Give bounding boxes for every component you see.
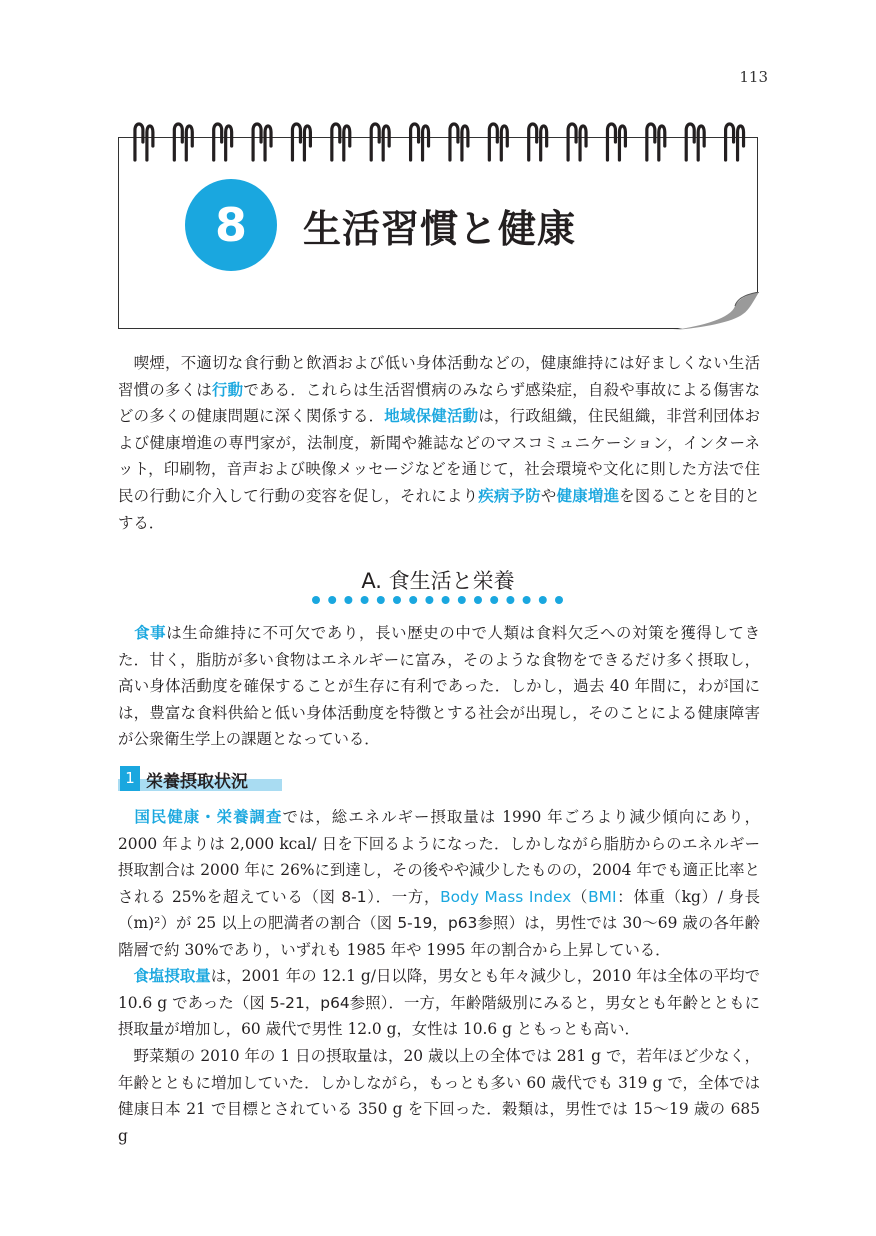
subsection-heading xyxy=(118,766,282,792)
subsection-paragraph-2 xyxy=(118,963,760,1043)
divider-dot xyxy=(442,596,450,604)
intro-paragraph xyxy=(118,350,760,536)
ring-icon xyxy=(726,124,744,160)
text-run: 参照）．一方，年齢階級別にみると，男女とも年齢とともに摂取量が増加し，60 歳代で男性 12.0 g，女性は 10.6 g ともっとも高い． xyxy=(118,993,760,1039)
chapter-title: 生活習慣と健康 xyxy=(303,207,577,251)
text-run: （ xyxy=(571,887,589,906)
figure-reference: 図 5-21，p64 xyxy=(249,993,350,1012)
spiral-binding-icon xyxy=(119,116,757,166)
text-run: では，総エネルギー摂取量は 1990 年ごろより減少傾向にあり，2000 年よりは 2,000 kcal/ 日を下回るようになった．しかしながら脂肪からのエネルギー摂取割合は 2000 年に 26%に到達し，その後やや減少したものの，2004 年でも適正比率とされる 25%を超えている（ xyxy=(118,808,760,906)
text-run: 野菜類の 2010 年の 1 日の摂取量は，20 歳以上の全体では 281 g で，若年ほど少なく，年齢とともに増加していた．しかしながら，もっとも多い 60 歳代でも 319 g で，全体では健康日本 21 で目標とされている 350 g を下回った．穀類は，男性では 15～19 歳の 685 g xyxy=(118,1047,760,1145)
ring-icon xyxy=(450,124,468,160)
section-a-paragraph xyxy=(118,620,760,753)
ring-icon xyxy=(529,124,547,160)
text-run: ：体重（kg）/ 身長（m)²）が 25 以上の肥満者の割合（ xyxy=(118,887,760,933)
divider-dot xyxy=(361,596,369,604)
text-run: 参照）は，男性では 30～69 歳の各年齢階層で約 30%であり，いずれも 1985 年や 1995 年の割合から上昇している． xyxy=(118,914,760,959)
text-run xyxy=(118,624,134,642)
divider-dot xyxy=(328,596,336,604)
ring-icon xyxy=(647,124,665,160)
keyword-term: 地域保健活動 xyxy=(384,407,479,426)
divider-dot xyxy=(523,596,531,604)
divider-dot xyxy=(539,596,547,604)
subsection-number: 1 xyxy=(120,766,140,791)
divider-dot xyxy=(409,596,417,604)
page-curl-icon xyxy=(673,292,759,330)
section-heading: A. 食生活と栄養 xyxy=(361,569,515,593)
chapter-number-badge: 8 xyxy=(185,179,277,271)
divider-dot xyxy=(490,596,498,604)
ring-icon xyxy=(253,124,271,160)
divider-dot xyxy=(393,596,401,604)
text-run: や xyxy=(540,486,557,505)
keyword-term: 疾病予防 xyxy=(478,486,541,505)
text-run: ）．一方， xyxy=(366,887,441,906)
keyword-term: 行動 xyxy=(212,380,244,399)
ring-icon xyxy=(568,124,586,160)
keyword-term: BMI xyxy=(588,887,617,906)
figure-reference: 図 8-1 xyxy=(319,887,367,906)
text-run: は，行政組織，住民組織，非営利団体および健康増進の専門家が，法制度，新聞や雑誌などのマスコミュニケーション，インターネット，印刷物，音声および映像メッセージなどを通じて，社会環境や文化に則した方法で住民の行動に介入して行動の変容を促し，それにより xyxy=(118,407,760,505)
keyword-term: 食事 xyxy=(134,624,167,642)
text-run: である．これらは生活習慣病のみならず感染症，自殺や事故による傷害などの多くの健康問題に深く関係する． xyxy=(118,380,760,426)
chapter-header-box xyxy=(118,137,758,329)
subsection-paragraph-3 xyxy=(118,1043,760,1149)
ring-icon xyxy=(607,124,625,160)
keyword-term: Body Mass Index xyxy=(440,887,572,906)
ring-icon xyxy=(371,124,389,160)
text-run: を図ることを目的とする． xyxy=(118,486,760,532)
divider-dot xyxy=(458,596,466,604)
dotted-divider-icon xyxy=(310,594,566,606)
divider-dot xyxy=(312,596,320,604)
figure-reference: 図 5-19，p63 xyxy=(376,914,478,933)
text-run: 喫煙，不適切な食行動と飲酒および低い身体活動などの，健康維持には好ましくない生活習慣の多くは xyxy=(118,354,760,399)
divider-dot xyxy=(506,596,514,604)
ring-icon xyxy=(686,124,704,160)
text-run xyxy=(118,808,134,826)
divider-dot xyxy=(377,596,385,604)
ring-icon xyxy=(411,124,429,160)
ring-icon xyxy=(135,124,153,160)
page-number: 113 xyxy=(739,68,768,86)
ring-icon xyxy=(214,124,232,160)
ring-icon xyxy=(174,124,192,160)
divider-dot xyxy=(425,596,433,604)
ring-icon xyxy=(292,124,310,160)
subsection-title: 栄養摂取状況 xyxy=(146,772,248,792)
text-run xyxy=(118,967,133,985)
divider-dot xyxy=(474,596,482,604)
text-run: は，2001 年の 12.1 g/日以降，男女とも年々減少し，2010 年は全体の平均で 10.6 g であった（ xyxy=(118,967,760,1012)
divider-dot xyxy=(344,596,352,604)
keyword-term: 国民健康・栄養調査 xyxy=(134,808,283,826)
divider-dot xyxy=(555,596,563,604)
ring-icon xyxy=(332,124,350,160)
text-run: は生命維持に不可欠であり，長い歴史の中で人類は食料欠乏への対策を獲得してきた．甘く，脂肪が多い食物はエネルギーに富み，そのような食物をできるだけ多く摂取し，高い身体活動度を確保することが生存に有利であった．しかし，過去 40 年間に，わが国には，豊富な食料供給と低い身体活動度を特徴とする社会が出現し，そのことによる健康障害が公衆衛生学上の課題となっている． xyxy=(118,624,760,749)
subsection-paragraph-1 xyxy=(118,804,760,964)
keyword-term: 健康増進 xyxy=(556,486,620,505)
ring-icon xyxy=(489,124,507,160)
keyword-term: 食塩摂取量 xyxy=(133,967,211,985)
